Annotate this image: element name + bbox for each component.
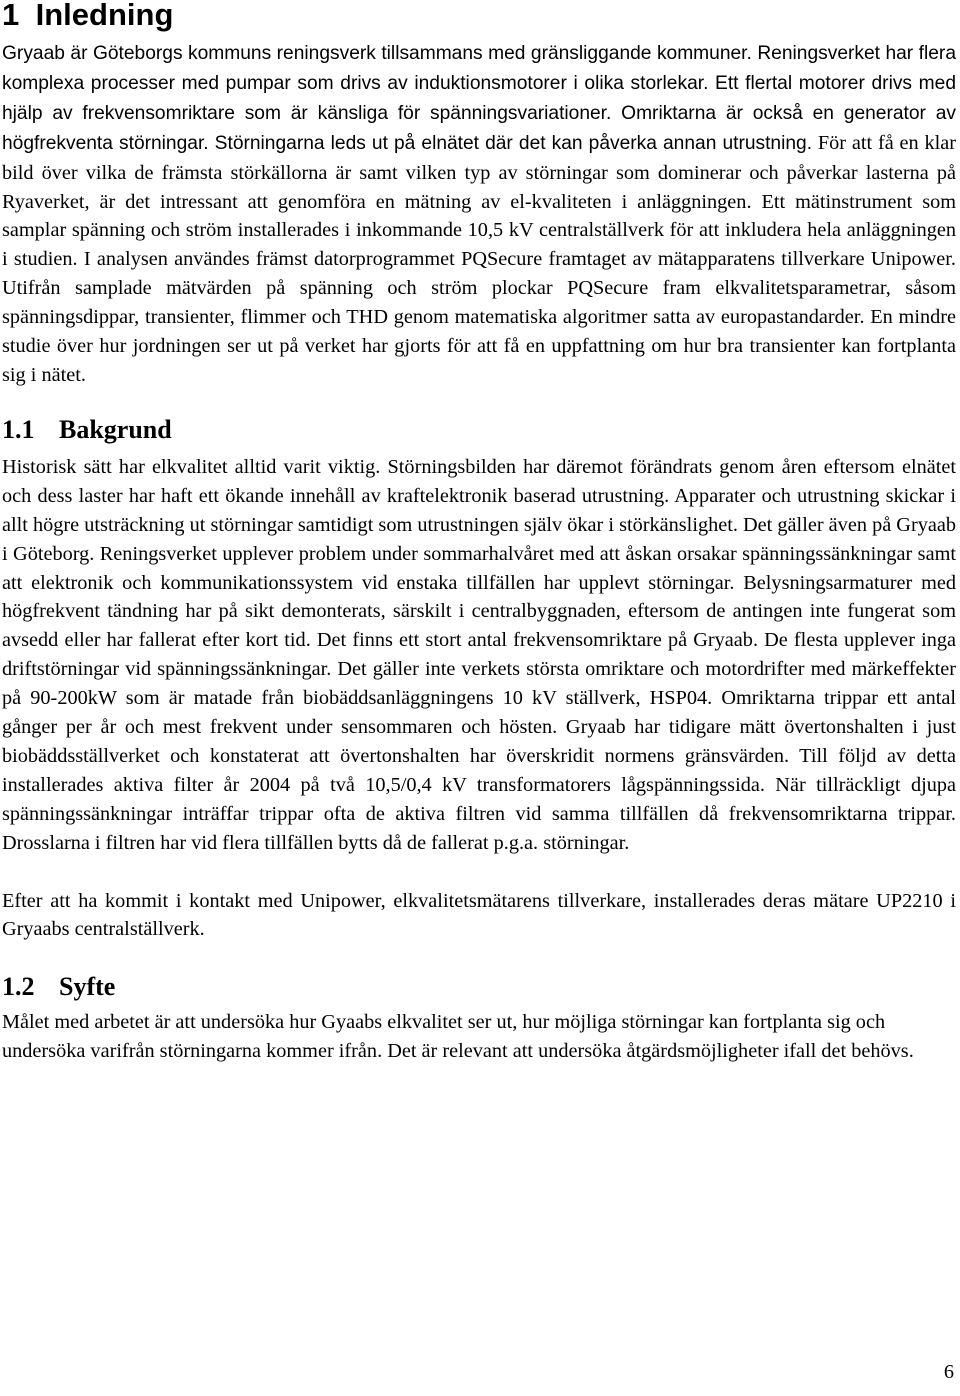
bakgrund-paragraph-1: Historisk sätt har elkvalitet alltid varit viktig. Störningsbilden har däremot förändrats genom åren eftersom elnätet och dess laster har haft ett ökande innehåll av kraftelektronik baserad utrustning. Apparater och utrustning skickar i allt högre utsträckning ut störningar samtidigt som utrustningen själv ökar i störkänslighet. Det gäller även på Gryaab i Göteborg. Reningsverket upplever problem under sommarhalvåret med att åskan orsakar spänningssänkningar samt att elektronik och kommunikationssystem vid enstaka tillfällen har upplevt störningar. Belysningsarmaturer med högfrekvent tändning har på sikt demonterats, särskilt i centralbyggnaden, eftersom de antingen inte fungerat som avsedd eller har fallerat efter kort tid. Det finns ett stort antal frekvensomriktare på Gryaab. De flesta upplever inga driftstörningar vid spänningssänkningar. Det gäller inte verkets största omriktare och motordrifter med märkeffekter på 90-200kW som är matade från biobäddsanläggningens 10 kV ställverk, HSP04. Omriktarna trippar ett antal gånger per år och mest frekvent under sensommaren och hösten. Gryaab har tidigare mätt övertonshalten i just biobäddsställverket och konstaterat att övertonshalten har överskridit normens gränsvärden. Till följd av detta installerades aktiva filter år 2004 på två 10,5/0,4 kV transformatorers lågspänningssida. När tillräckligt djupa spänningssänkningar inträffar trippar ofta de aktiva filtren vid samma tillfällen då frekvensomriktarna trippar. Drosslarna i filtren har vid flera tillfällen bytts då de fallerat p.g.a. störningar. [2,455,956,854]
intro-paragraph-sans-part: Gryaab är Göteborgs kommuns reningsverk tillsammans med gränsliggande kommuner. Reningsverket har flera komplexa processer med pumpar som drivs av induktionsmotorer i olika storlekar. Ett flertal motorer drivs med hjälp av frekvensomriktare som är känsliga för spänningsvariationer. Omriktarna är också en generator av högfrekventa störningar. Störningarna leds ut på elnätet där det kan påverka annan utrustning. [2,43,956,154]
section-number: 1.1 [2,414,35,444]
section-heading-bakgrund [2,415,956,445]
section-title: Syfte [59,972,116,1002]
syfte-paragraph: Målet med arbetet är att undersöka hur Gyaabs elkvalitet ser ut, hur möjliga störningar kan fortplanta sig och undersöka varifrån störningarna kommer ifrån. Det är relevant att undersöka åtgärdsmöjligheter ifall det behövs. [2,1011,914,1063]
section-number: 1.2 [2,972,35,1002]
bakgrund-paragraph-2: Efter att ha kommit i kontakt med Unipower, elkvalitetsmätarens tillverkare, installerades deras mätare UP2210 i Gryaabs centralställverk. [2,889,956,941]
section-heading-inledning [2,0,956,34]
intro-paragraph [2,39,956,390]
section-title: Bakgrund [59,414,172,444]
section-number: 1 [2,0,20,32]
document-page [2,0,956,1066]
section-heading-syfte [2,972,956,1002]
intro-paragraph-serif-part: För att få en klar bild över vilka de främsta störkällorna är samt vilken typ av störningar som dominerar och påverkar lasterna på Ryaverket, är det intressant att genomföra en mätning av el-kvaliteten i anläggningen. Ett mätinstrument som samplar spänning och ström installerades i inkommande 10,5 kV centralställverk för att inkludera hela anläggningen i studien. I analysen användes främst datorprogrammet PQSecure framtaget av mätapparatens tillverkare Unipower. Utifrån samplade mätvärden på spänning och ström plockar PQSecure fram elkvalitetsparametrar, såsom spänningsdippar, transienter, flimmer och THD genom matematiska algoritmer satta av europastandarder. En mindre studie över hur jordningen ser ut på verket har gjorts för att få en uppfattning om hur bra transienter kan fortplanta sig i nätet. [2,131,957,386]
section-title: Inledning [35,0,174,32]
page-number: 6 [943,1361,954,1383]
